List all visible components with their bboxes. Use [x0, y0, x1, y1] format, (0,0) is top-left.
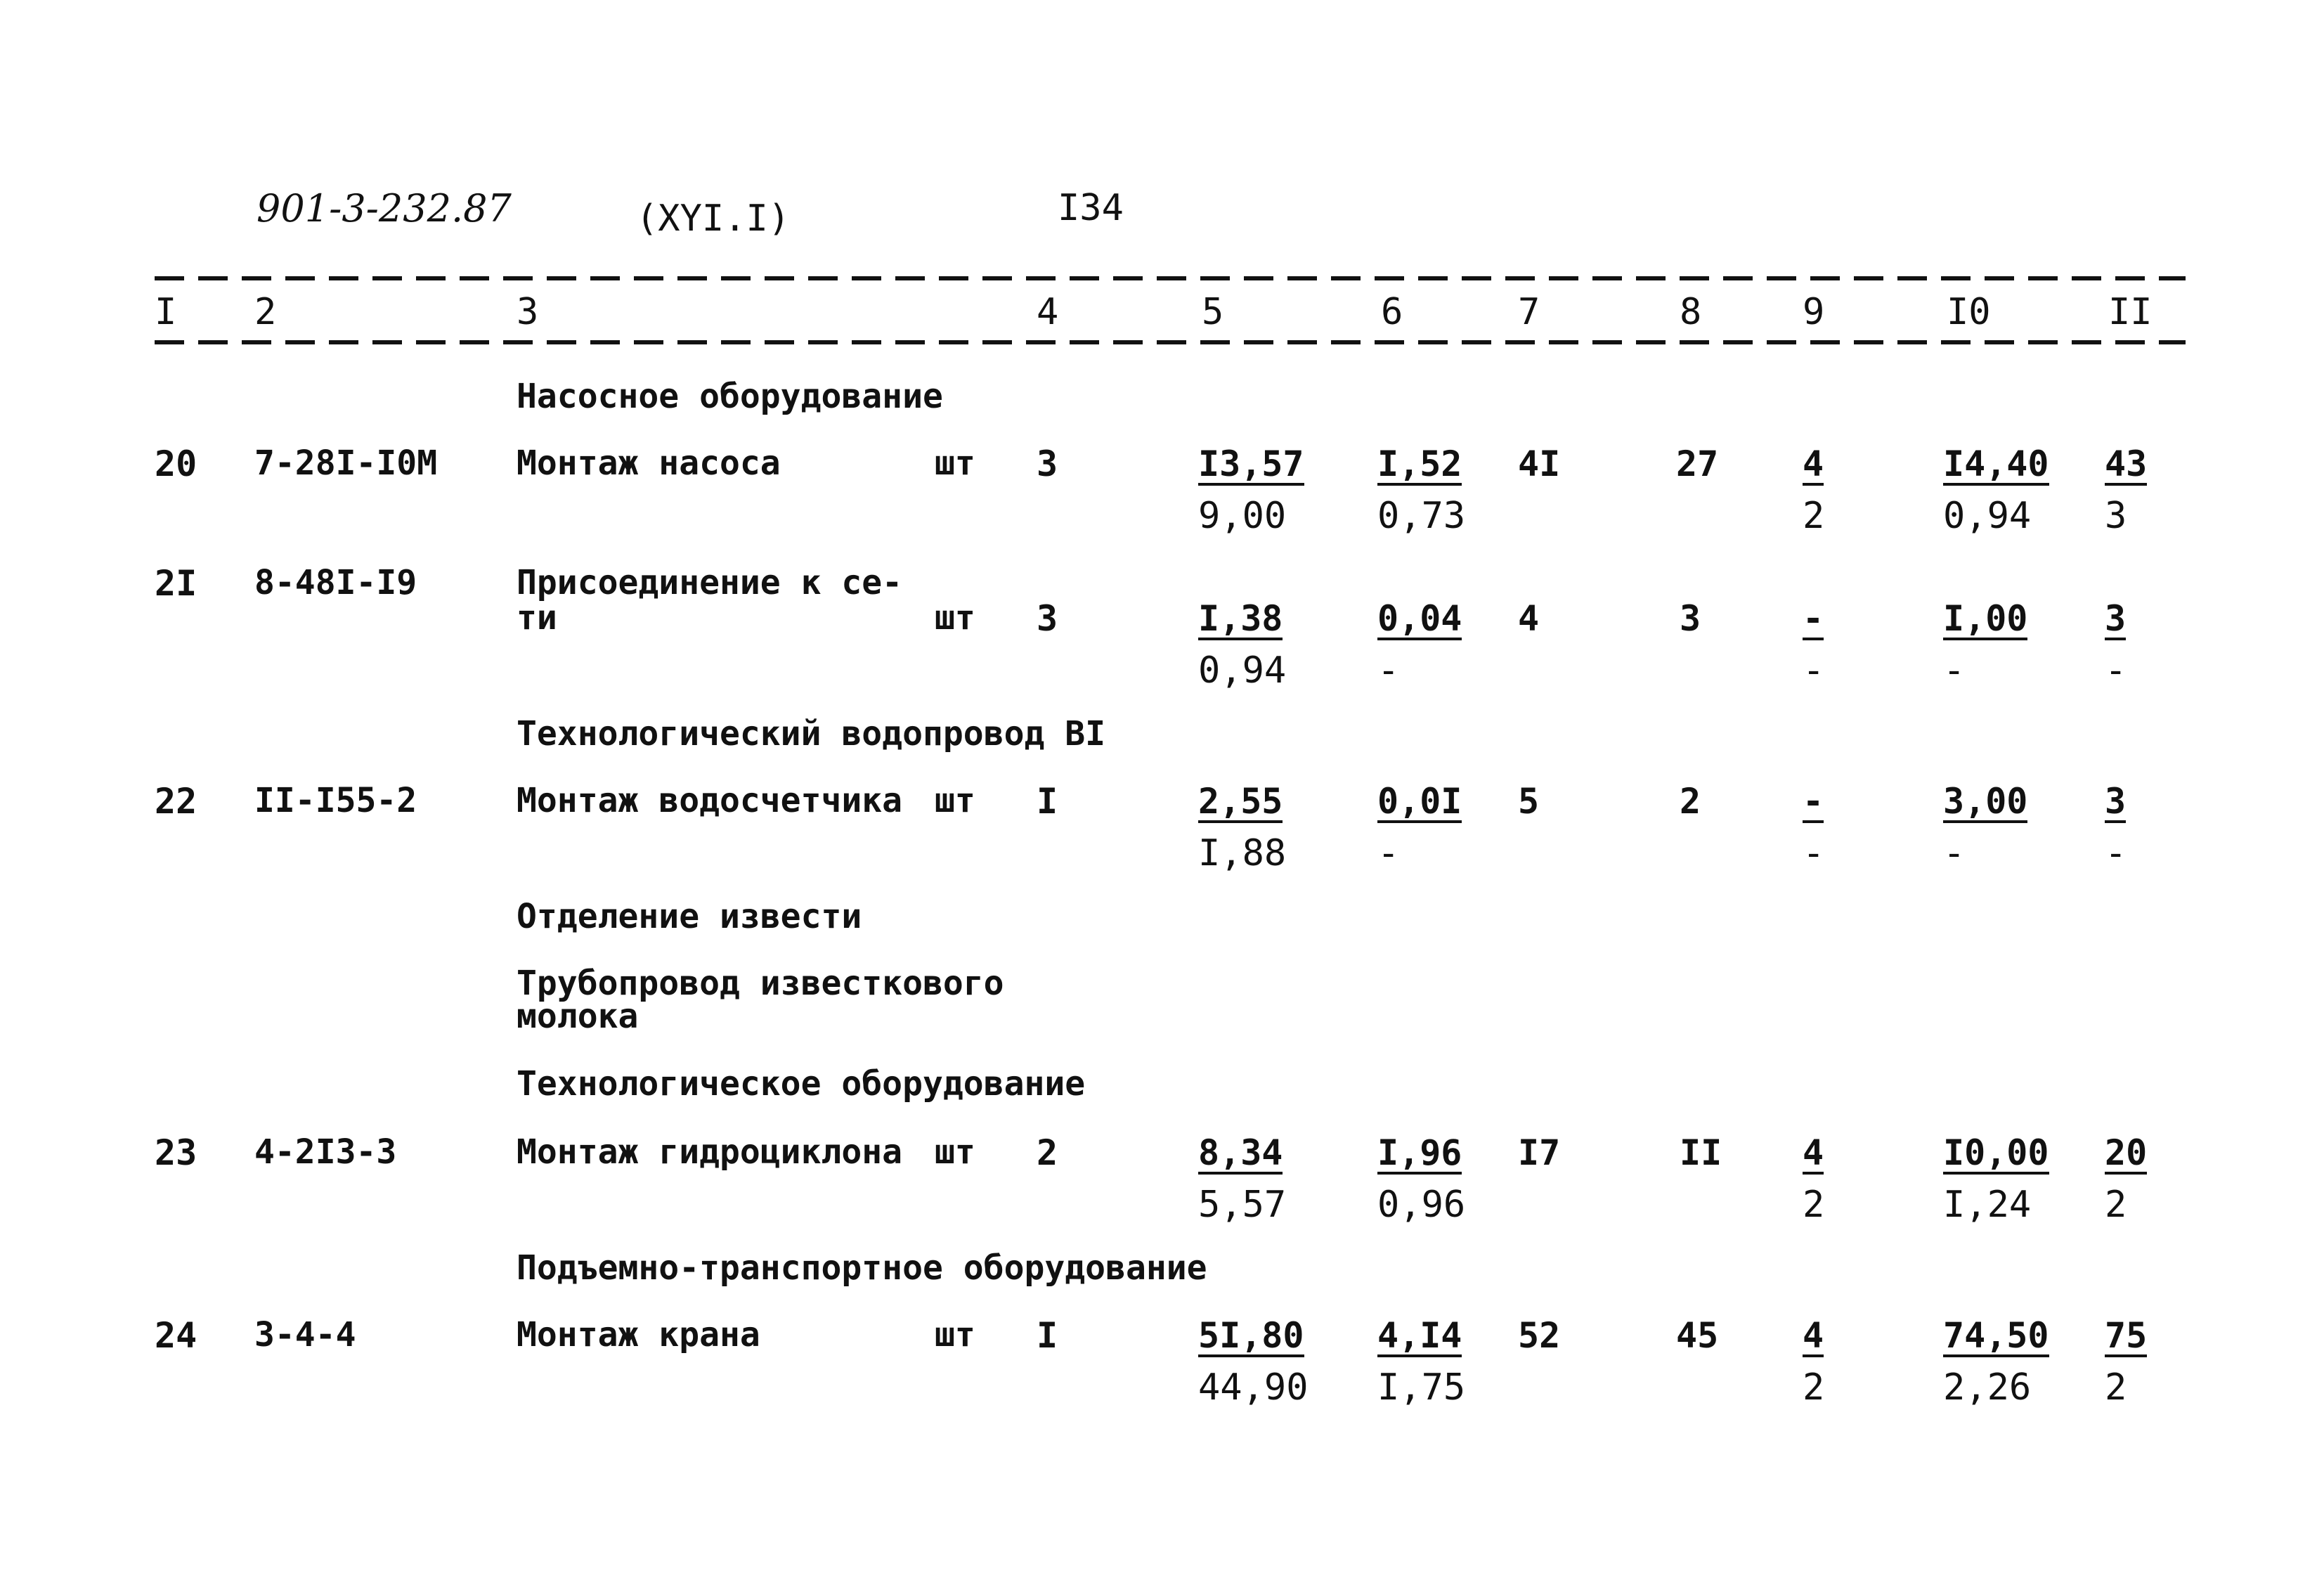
cell-8: 27	[1676, 444, 1719, 484]
cell-5-bottom: I,88	[1198, 832, 1287, 874]
cell-6-top: 0,04	[1377, 598, 1462, 639]
cell-9-bottom: -	[1803, 649, 1825, 692]
row-code: 4-2I3-3	[254, 1132, 397, 1172]
cell-5-bottom: 5,57	[1198, 1184, 1287, 1226]
cell-5-bottom: 0,94	[1198, 649, 1287, 692]
col-head-1: I	[155, 291, 177, 333]
header-rule-bottom	[155, 340, 2186, 344]
cell-9-bottom: 2	[1803, 1366, 1825, 1409]
cell-6-bottom: I,75	[1377, 1366, 1466, 1409]
col-head-6: 6	[1381, 291, 1403, 333]
cell-11-bottom: 2	[2105, 1184, 2127, 1226]
col-head-9: 9	[1803, 291, 1825, 333]
row-unit: шт	[935, 781, 975, 820]
row-qty: I	[1037, 1315, 1058, 1356]
document-number: 901-3-232.87	[257, 186, 512, 231]
cell-10-bottom: I,24	[1943, 1184, 2032, 1226]
cell-10-top: 3,00	[1943, 781, 2028, 822]
row-number: 22	[155, 781, 197, 822]
cell-11-top: 43	[2105, 444, 2148, 484]
row-qty: 3	[1037, 598, 1058, 639]
cell-9-bottom: 2	[1803, 495, 1825, 537]
cell-6-bottom: -	[1377, 832, 1400, 874]
row-code: 8-48I-I9	[254, 563, 417, 602]
cell-10-top: I,00	[1943, 598, 2028, 639]
row-qty: 2	[1037, 1132, 1058, 1173]
section-title: Технологический водопровод BI	[517, 714, 1106, 754]
cell-9-top: -	[1803, 781, 1824, 822]
cell-7: 4I	[1518, 444, 1561, 484]
row-unit: шт	[935, 1132, 975, 1172]
cell-11-top: 3	[2105, 781, 2127, 822]
header-rule-top	[155, 276, 2186, 280]
row-qty: I	[1037, 781, 1058, 822]
cell-9-top: 4	[1803, 444, 1824, 484]
cell-10-bottom: 0,94	[1943, 495, 2032, 537]
cell-11-top: 20	[2105, 1132, 2148, 1173]
cell-5-top: I3,57	[1198, 444, 1304, 484]
cell-11-top: 3	[2105, 598, 2127, 639]
cell-9-bottom: -	[1803, 832, 1825, 874]
cell-9-top: 4	[1803, 1132, 1824, 1173]
section-title: Подъемно-транспортное оборудование	[517, 1248, 1207, 1288]
row-code: 3-4-4	[254, 1315, 356, 1354]
cell-8: 3	[1680, 598, 1701, 639]
cell-6-bottom: 0,96	[1377, 1184, 1466, 1226]
cell-6-bottom: -	[1377, 649, 1400, 692]
cell-11-bottom: -	[2105, 832, 2127, 874]
cell-11-bottom: 3	[2105, 495, 2127, 537]
cell-5-top: 2,55	[1198, 781, 1283, 822]
cell-8: 45	[1676, 1315, 1719, 1356]
col-head-5: 5	[1202, 291, 1224, 333]
col-head-7: 7	[1518, 291, 1540, 333]
cell-10-top: 74,50	[1943, 1315, 2049, 1356]
cell-5-top: I,38	[1198, 598, 1283, 639]
row-code: II-I55-2	[254, 781, 417, 820]
page-number: I34	[1058, 187, 1124, 229]
cell-11-bottom: 2	[2105, 1366, 2127, 1409]
row-unit: шт	[935, 598, 975, 638]
row-code: 7-28I-I0M	[254, 444, 438, 483]
cell-10-top: I4,40	[1943, 444, 2049, 484]
col-head-11: II	[2108, 291, 2153, 333]
cell-7: 5	[1518, 781, 1540, 822]
col-head-8: 8	[1680, 291, 1702, 333]
section-code: (XYI.I)	[636, 198, 791, 240]
row-unit: шт	[935, 444, 975, 483]
cell-5-top: 5I,80	[1198, 1315, 1304, 1356]
cell-5-bottom: 9,00	[1198, 495, 1287, 537]
row-name: Монтаж гидроциклона	[517, 1132, 903, 1172]
cell-8: II	[1680, 1132, 1722, 1173]
cell-10-top: I0,00	[1943, 1132, 2049, 1173]
section-title: Отделение извести	[517, 897, 862, 936]
row-name: Монтаж водосчетчика	[517, 781, 903, 820]
cell-10-bottom: 2,26	[1943, 1366, 2032, 1409]
cell-11-top: 75	[2105, 1315, 2148, 1356]
cell-6-top: I,96	[1377, 1132, 1462, 1173]
col-head-10: I0	[1947, 291, 1991, 333]
section-title: Трубопровод известкового	[517, 964, 1004, 1003]
cell-6-top: I,52	[1377, 444, 1462, 484]
cell-7: 4	[1518, 598, 1540, 639]
row-name-continued: ти	[517, 598, 557, 638]
cell-11-bottom: -	[2105, 649, 2127, 692]
cell-9-top: 4	[1803, 1315, 1824, 1356]
cell-9-bottom: 2	[1803, 1184, 1825, 1226]
col-head-3: 3	[517, 291, 539, 333]
row-name: Монтаж крана	[517, 1315, 760, 1354]
cell-10-bottom: -	[1943, 832, 1966, 874]
row-unit: шт	[935, 1315, 975, 1354]
row-name: Присоединение к се-	[517, 563, 903, 602]
row-qty: 3	[1037, 444, 1058, 484]
row-name: Монтаж насоса	[517, 444, 781, 483]
row-number: 23	[155, 1132, 197, 1173]
section-title: Насосное оборудование	[517, 377, 943, 416]
cell-7: I7	[1518, 1132, 1561, 1173]
row-number: 2I	[155, 563, 197, 604]
cell-6-bottom: 0,73	[1377, 495, 1466, 537]
col-head-4: 4	[1037, 291, 1059, 333]
cell-6-top: 4,I4	[1377, 1315, 1462, 1356]
row-number: 24	[155, 1315, 197, 1356]
row-number: 20	[155, 444, 197, 484]
cell-6-top: 0,0I	[1377, 781, 1462, 822]
col-head-2: 2	[254, 291, 277, 333]
section-title: Технологическое оборудование	[517, 1064, 1086, 1104]
section-title-continued: молока	[517, 997, 639, 1036]
cell-8: 2	[1680, 781, 1701, 822]
cell-5-top: 8,34	[1198, 1132, 1283, 1173]
cell-5-bottom: 44,90	[1198, 1366, 1309, 1409]
cell-7: 52	[1518, 1315, 1561, 1356]
cell-9-top: -	[1803, 598, 1824, 639]
cell-10-bottom: -	[1943, 649, 1966, 692]
